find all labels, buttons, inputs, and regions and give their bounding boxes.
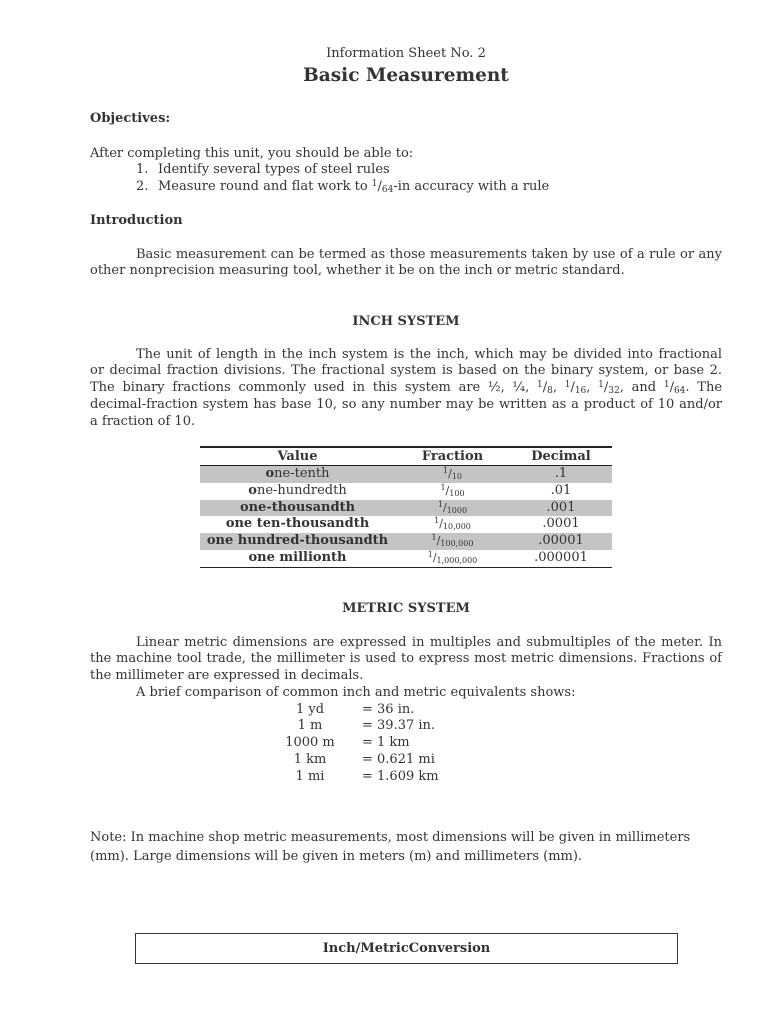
metric-system-paragraph [90, 635, 722, 685]
table-row [200, 500, 612, 517]
page-title: Basic Measurement [303, 65, 509, 86]
fraction [565, 380, 587, 395]
table-cell-value: one-tenth [265, 466, 330, 481]
paragraph-line: Basic measurement can be termed as those measurements taken by use of a rule or any [136, 246, 722, 262]
fraction-slash: / [448, 467, 452, 480]
fraction-slash: / [377, 179, 382, 195]
table-header-value: Value [277, 449, 318, 464]
objective-item [90, 162, 722, 179]
fraction [443, 466, 462, 481]
table-cell-value: one millionth [248, 549, 347, 565]
sheet-label: Information Sheet No. 2 [326, 46, 486, 61]
objective-item [90, 179, 722, 196]
note-line: (mm). Large dimensions will be given in meters (m) and millimeters (mm). [90, 848, 583, 864]
fraction-denominator: 64 [673, 386, 686, 397]
table-cell-decimal: .1 [554, 466, 568, 481]
table-cell-decimal: .0001 [542, 516, 580, 532]
table-cell-decimal: .001 [546, 499, 576, 515]
note-paragraph [90, 829, 730, 866]
fraction-slash: / [603, 380, 609, 396]
fraction-denominator: 10 [451, 472, 462, 481]
fraction-table [200, 446, 612, 568]
table-cell-value: one-hundredth [248, 482, 347, 498]
equivalent-unit: 1 yd [295, 701, 325, 717]
fraction [428, 550, 478, 565]
equivalents-list [270, 702, 490, 786]
table-cell-value: one hundred-thousandth [206, 533, 389, 548]
paragraph-line: a fraction of 10. [90, 413, 196, 429]
paragraph-line: Linear metric dimensions are expressed in multiples and submultiples of the meter. In [136, 634, 722, 650]
table-row [200, 466, 612, 483]
equivalent-unit: 1 m [297, 718, 323, 734]
fraction-denominator: 100,000 [440, 539, 474, 548]
equivalent-row [270, 752, 490, 769]
table-header-fraction: Fraction [421, 449, 484, 464]
paragraph-line: the millimeter are expressed in decimals. [90, 668, 364, 684]
fraction-slash: / [432, 550, 437, 564]
fraction-denominator: 1,000,000 [436, 555, 478, 565]
fraction-slash: / [443, 500, 447, 514]
fraction [440, 483, 464, 498]
fraction-denominator: 8 [547, 386, 553, 397]
fraction [438, 500, 467, 515]
fraction-denominator: 100 [449, 488, 465, 498]
equivalent-value: = 0.621 mi [362, 751, 435, 767]
fraction-slash: / [436, 534, 441, 547]
fraction-numerator: 1 [431, 533, 437, 542]
equivalent-row [270, 769, 490, 786]
fraction-numerator: 1 [437, 499, 443, 509]
fraction-slash: / [445, 483, 450, 497]
fraction [598, 380, 620, 395]
equivalent-value: = 1.609 km [362, 768, 439, 784]
fraction-numerator: 1 [598, 380, 604, 391]
objectives-list [90, 146, 722, 196]
equivalent-row [270, 718, 490, 735]
table-cell-value: one ten-thousandth [225, 516, 370, 532]
fraction [372, 179, 394, 194]
table-row [200, 483, 612, 500]
table-cell-fraction [395, 466, 510, 483]
fraction-denominator: 1000 [446, 505, 468, 515]
inch-system-heading: INCH SYSTEM [352, 313, 460, 329]
table-cell-fraction [395, 500, 510, 517]
equivalent-value: = 1 km [362, 735, 410, 751]
table-row [200, 550, 612, 567]
objective-text: Identify several types of steel rules [158, 162, 390, 178]
objective-text: Measure round and flat work to $^1/_{64}-in$ accuracy with a rule [158, 179, 550, 196]
fraction-numerator: 1 [371, 179, 378, 190]
table-cell-fraction [395, 516, 510, 533]
equivalent-value: = 39.37 in. [362, 718, 436, 734]
table-row [200, 533, 612, 550]
introduction-heading: Introduction [90, 212, 183, 228]
table-cell-fraction [395, 533, 510, 550]
table-cell-value: one-thousandth [239, 499, 356, 515]
fraction-denominator: 32 [608, 386, 620, 397]
table-header-decimal: Decimal [531, 449, 591, 464]
note-line: Note: In machine shop metric measurements, most dimensions will be given in millimeters [90, 830, 691, 845]
equivalent-unit: 1 km [293, 751, 327, 767]
fraction-slash: / [669, 380, 674, 396]
fraction-numerator: 1 [427, 549, 433, 559]
table-cell-decimal: .00001 [538, 533, 584, 548]
fraction-slash: / [542, 380, 548, 396]
fraction-denominator: 64 [381, 185, 394, 196]
fraction-slash: / [570, 380, 575, 396]
fraction-denominator: 10,000 [442, 522, 471, 532]
equivalent-row [270, 735, 490, 752]
introduction-paragraph [90, 247, 722, 281]
paragraph-line: other nonprecision measuring tool, whether it be on the inch or metric standard. [90, 263, 625, 279]
objectives-intro: After completing this unit, you should be able to: [90, 145, 414, 161]
fraction-numerator: 1 [440, 482, 446, 492]
fraction-numerator: 1 [443, 466, 449, 475]
metric-system-heading: METRIC SYSTEM [342, 600, 470, 616]
fraction-numerator: 1 [434, 516, 440, 526]
fraction [664, 380, 686, 395]
fraction-slash: / [439, 517, 443, 531]
objectives-heading: Objectives: [90, 110, 171, 126]
inch-system-paragraph [90, 347, 722, 431]
equivalent-row [270, 702, 490, 719]
equivalent-unit: 1 mi [295, 768, 325, 784]
table-cell-fraction [395, 483, 510, 500]
objective-number: 1. [136, 162, 149, 178]
table-cell-decimal: .000001 [534, 549, 588, 565]
conversion-box [135, 933, 678, 964]
equivalent-value: = 36 in. [362, 701, 415, 717]
fraction-numerator: 1 [564, 380, 571, 391]
conversion-box-title: Inch/MetricConversion [322, 941, 491, 956]
fraction [537, 380, 553, 395]
paragraph-line: The binary fractions commonly used in this system are ½, ¼, $^1/_8$, $^1/_{16}$, $^1/_{32}$, and $^1/_{64}$. The [90, 380, 723, 397]
paragraph-line: decimal-fraction system has base 10, so any number may be written as a product of 10 and/or [90, 396, 722, 412]
fraction-numerator: 1 [663, 380, 670, 391]
table-cell-fraction [395, 550, 510, 567]
fraction [434, 516, 471, 531]
paragraph-line: or decimal fraction divisions. The fractional system is based on the binary system, or base 2. [90, 363, 722, 379]
table-header-row [200, 448, 612, 466]
fraction-numerator: 1 [536, 380, 543, 391]
equivalent-unit: 1000 m [285, 735, 335, 751]
objective-number: 2. [136, 179, 149, 195]
table-row [200, 516, 612, 533]
paragraph-line: The unit of length in the inch system is the inch, which may be divided into fractional [136, 346, 722, 362]
comparison-intro: A brief comparison of common inch and metric equivalents shows: [136, 684, 576, 700]
fraction-denominator: 16 [574, 386, 587, 397]
paragraph-line: the machine tool trade, the millimeter is used to express most metric dimensions. Fractions of [90, 651, 722, 667]
fraction [432, 533, 474, 548]
table-cell-decimal: .01 [550, 482, 572, 498]
